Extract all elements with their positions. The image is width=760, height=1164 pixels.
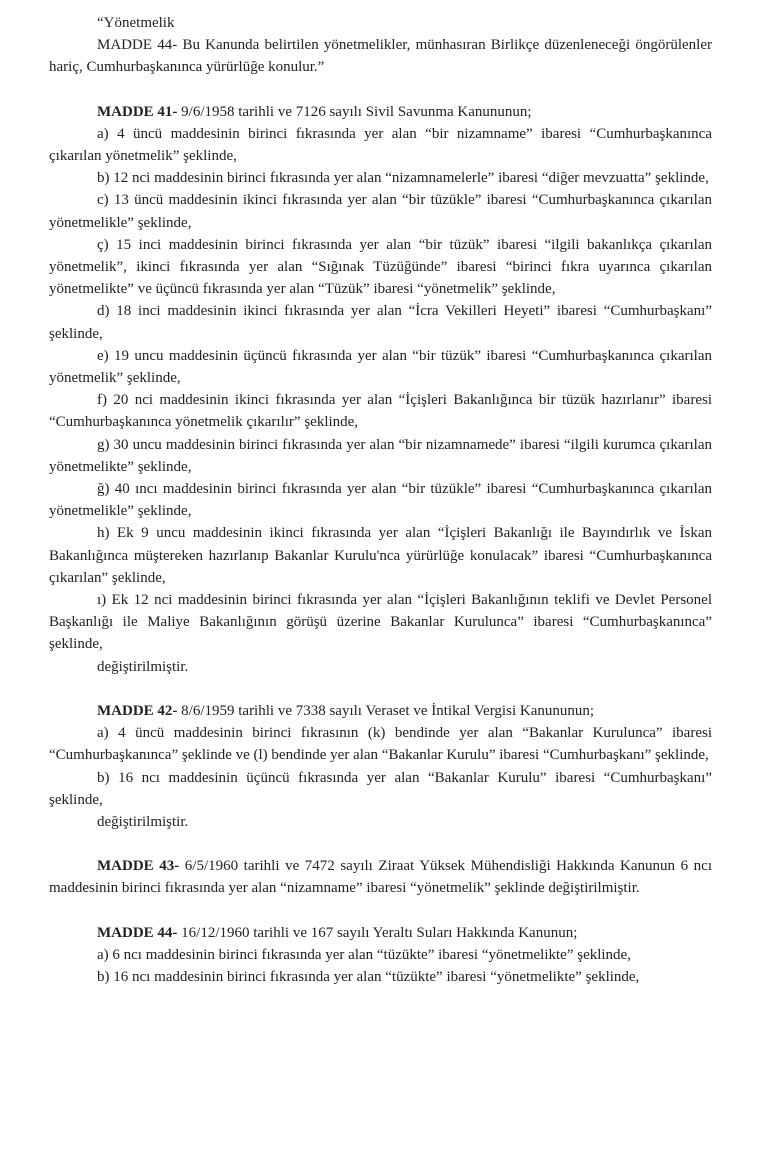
madde-41-intro-text: 9/6/1958 tarihli ve 7126 sayılı Sivil Savunma Kanununun; — [177, 103, 532, 120]
madde-42-item-b: b) 16 ncı maddesinin üçüncü fıkrasında yer alan “Bakanlar Kurulu” ibaresi “Cumhurbaşkanı” şeklinde, — [49, 769, 712, 808]
madde-43-text — [49, 855, 712, 899]
section-gap — [49, 79, 712, 101]
madde-42-closing: değiştirilmiştir. — [97, 813, 189, 830]
intro-text: MADDE 44- Bu Kanunda belirtilen yönetmelikler, münhasıran Birlikçe düzenleneceği öngörülenler hariç, Cumhurbaşkanınca yürürlüğe konulur.” — [49, 37, 712, 76]
madde-41-item-e: e) 19 uncu maddesinin üçüncü fıkrasında yer alan “bir tüzük” ibaresi “Cumhurbaşkanınca çıkarılan yönetmelik” şeklinde, — [49, 347, 712, 387]
madde-42-intro — [49, 700, 712, 722]
madde-42-item-a: a) 4 üncü maddesinin birinci fıkrasının (k) bendinde yer alan “Bakanlar Kurulunca” ibaresi “Cumhurbaşkanınca” şeklinde ve (l) bendinde yer alan “Bakanlar Kurulu” ibaresi “Cumhurbaşkanı” şeklinde, — [49, 725, 712, 764]
madde-43 — [49, 855, 712, 899]
madde-43-head: MADDE 43- — [97, 858, 180, 875]
madde-41-item-f: f) 20 nci maddesinin ikinci fıkrasında yer alan “İçişleri Bakanlığınca bir tüzük hazırlanır” ibaresi “Cumhurbaşkanınca yönetmelik çıkarılır” şeklinde, — [49, 392, 712, 431]
madde-41-head: MADDE 41- — [97, 103, 178, 120]
madde-42-head: MADDE 42- — [97, 702, 178, 719]
section-gap — [49, 678, 712, 700]
madde-44-item-a: a) 6 ncı maddesinin birinci fıkrasında yer alan “tüzükte” ibaresi “yönetmelikte” şeklinde, — [97, 946, 631, 963]
madde-41-item-g: g) 30 uncu maddesinin birinci fıkrasında yer alan “bir nizamnamede” ibaresi “ilgili kurumca çıkarılan yönetmelikte” şeklinde, — [49, 436, 712, 475]
madde-44-head: MADDE 44- — [97, 924, 178, 941]
madde-41-item-i: ı) Ek 12 nci maddesinin birinci fıkrasında yer alan “İçişleri Bakanlığının teklifi ve Devlet Personel Başkanlığı ile Maliye Bakanlığının görüşü üzerine Bakanlar Kurulunca” ibaresi “Cumhurbaşkanınca” şeklinde, — [49, 592, 712, 653]
madde-41-item-b: b) 12 nci maddesinin birinci fıkrasında yer alan “nizamnamelerle” ibaresi “diğer mevzuatta” şeklinde, — [97, 170, 709, 187]
madde-43-body: 6/5/1960 tarihli ve 7472 sayılı Ziraat Yüksek Mühendisliği Hakkında Kanunun 6 ncı maddesinin birinci fıkrasında yer alan “nizamname” ibaresi “yönetmelik” şeklinde değiştirilmiştir. — [49, 858, 712, 897]
madde-41-item-gg: ğ) 40 ıncı maddesinin birinci fıkrasında yer alan “bir tüzükle” ibaresi “Cumhurbaşkanınca çıkarılan yönetmelikle” şeklinde, — [49, 481, 712, 520]
madde-41-item-d: d) 18 inci maddesinin ikinci fıkrasında yer alan “İcra Vekilleri Heyeti” ibaresi “Cumhurbaşkanı” şeklinde, — [49, 303, 712, 342]
section-gap — [49, 900, 712, 922]
madde-42 — [49, 700, 712, 833]
madde-44 — [49, 922, 712, 989]
madde-41-item-cc: ç) 15 inci maddesinin birinci fıkrasında yer alan “bir tüzük” ibaresi “ilgili bakanlıkça çıkarılan yönetmelik”, ikinci fıkrasında yer alan “Sığınak Tüzüğünde” ibaresi “birinci fıkra uyarınca çıkarılan yönetmelikte” ve üçüncü fıkrasında yer alan “Tüzük” ibaresi “yönetmelik” şeklinde, — [49, 236, 712, 298]
intro-heading: “Yönetmelik — [97, 15, 175, 31]
madde-41-item-h: h) Ek 9 uncu maddesinin ikinci fıkrasında yer alan “İçişleri Bakanlığı ile Bayındırlık ve İskan Bakanlığınca müştereken hazırlanıp Bakanlar Kurulu'nca yürürlüğe konulacak” ibaresi “Cumhurbaşkanınca çıkarılan” şeklinde, — [49, 525, 712, 586]
madde-44-intro — [49, 922, 712, 944]
section-gap — [49, 833, 712, 855]
madde-44-item-b: b) 16 ncı maddesinin birinci fıkrasında yer alan “tüzükte” ibaresi “yönetmelikte” şeklinde, — [97, 968, 640, 985]
madde-44-intro-text: 16/12/1960 tarihli ve 167 sayılı Yeraltı Suları Hakkında Kanunun; — [177, 924, 578, 941]
madde-41 — [49, 101, 712, 678]
madde-41-intro — [49, 101, 712, 123]
madde-41-item-a: a) 4 üncü maddesinin birinci fıkrasında yer alan “bir nizamname” ibaresi “Cumhurbaşkanınca çıkarılan yönetmelik” şeklinde, — [49, 125, 712, 165]
madde-41-item-c: c) 13 üncü maddesinin ikinci fıkrasında yer alan “bir tüzükle” ibaresi “Cumhurbaşkanınca çıkarılan yönetmelikle” şeklinde, — [49, 192, 712, 231]
madde-42-intro-text: 8/6/1959 tarihli ve 7338 sayılı Veraset ve İntikal Vergisi Kanununun; — [177, 702, 595, 719]
madde-41-closing: değiştirilmiştir. — [97, 658, 189, 675]
